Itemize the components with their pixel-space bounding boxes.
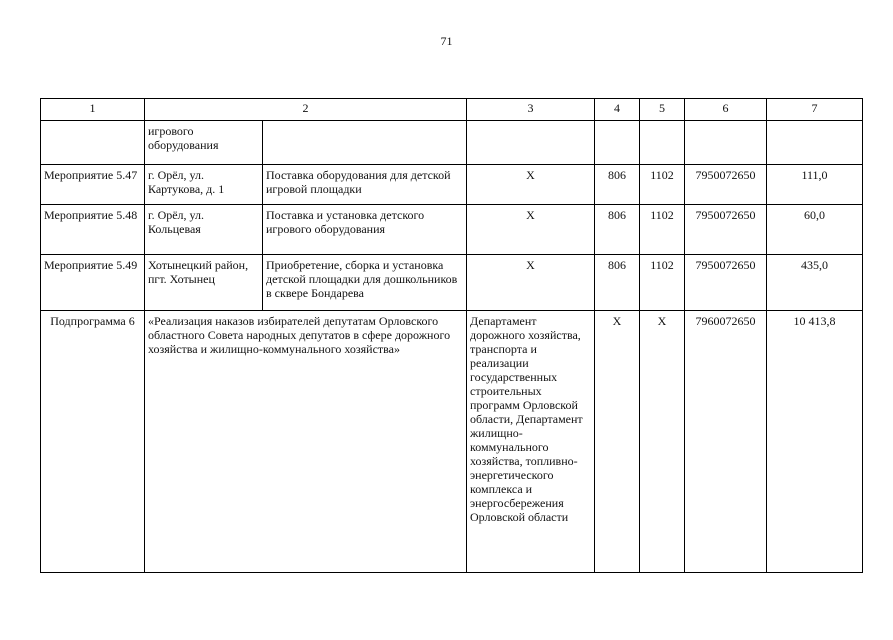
header-cell-2: 2 — [145, 99, 467, 121]
table-row — [41, 165, 863, 205]
executor-cell: X — [467, 205, 595, 255]
col5-cell: 1102 — [640, 255, 685, 311]
table-header-row — [41, 99, 863, 121]
table-row — [41, 205, 863, 255]
description-cell: Поставка и установка детского игрового оборудования — [263, 205, 467, 255]
executor-cell: X — [467, 255, 595, 311]
page-number: 71 — [440, 34, 453, 48]
amount-cell: 435,0 — [767, 255, 863, 311]
table-row-subprogram — [41, 311, 863, 573]
table-row-continuation — [41, 121, 863, 165]
header-cell-7: 7 — [767, 99, 863, 121]
header-cell-4: 4 — [595, 99, 640, 121]
col4-cell: 806 — [595, 255, 640, 311]
budget-table — [40, 98, 863, 573]
subprogram-title-cell: «Реализация наказов избирателей депутатам Орловского областного Совета народных депутатов в сфере дорожного хозяйства и жилищно-коммунального хозяйства» — [145, 311, 467, 573]
col4-cell: X — [595, 311, 640, 573]
header-cell-6: 6 — [685, 99, 767, 121]
measure-id-cell: Мероприятие 5.49 — [41, 255, 145, 311]
code-cell: 7950072650 — [685, 205, 767, 255]
amount-cell: 10 413,8 — [767, 311, 863, 573]
header-cell-3: 3 — [467, 99, 595, 121]
description-cell: Приобретение, сборка и установка детской площадки для дошкольников в сквере Бондарева — [263, 255, 467, 311]
location-cell: Хотынецкий район, пгт. Хотынец — [145, 255, 263, 311]
col4-cell: 806 — [595, 165, 640, 205]
location-cell: г. Орёл, ул. Картукова, д. 1 — [145, 165, 263, 205]
header-cell-5: 5 — [640, 99, 685, 121]
subprogram-id-cell: Подпрограмма 6 — [41, 311, 145, 573]
col4-cell: 806 — [595, 205, 640, 255]
table-row — [41, 255, 863, 311]
col5-cell: 1102 — [640, 165, 685, 205]
code-cell: 7960072650 — [685, 311, 767, 573]
description-cell: Поставка оборудования для детской игровой площадки — [263, 165, 467, 205]
code-cell: 7950072650 — [685, 165, 767, 205]
measure-id-cell: Мероприятие 5.47 — [41, 165, 145, 205]
measure-id-cell: Мероприятие 5.48 — [41, 205, 145, 255]
code-cell: 7950072650 — [685, 255, 767, 311]
location-cell: игрового оборудования — [145, 121, 263, 165]
amount-cell: 111,0 — [767, 165, 863, 205]
header-cell-1: 1 — [41, 99, 145, 121]
executor-cell: X — [467, 165, 595, 205]
subprogram-executor-cell: Департамент дорожного хозяйства, транспорта и реализации государственных строительных программ Орловской области, Департамент жилищно-коммунального хозяйства, топливно-энергетического комплекса и энергосбережения Орловской области — [467, 311, 595, 573]
col5-cell: X — [640, 311, 685, 573]
location-cell: г. Орёл, ул. Кольцевая — [145, 205, 263, 255]
amount-cell: 60,0 — [767, 205, 863, 255]
col5-cell: 1102 — [640, 205, 685, 255]
